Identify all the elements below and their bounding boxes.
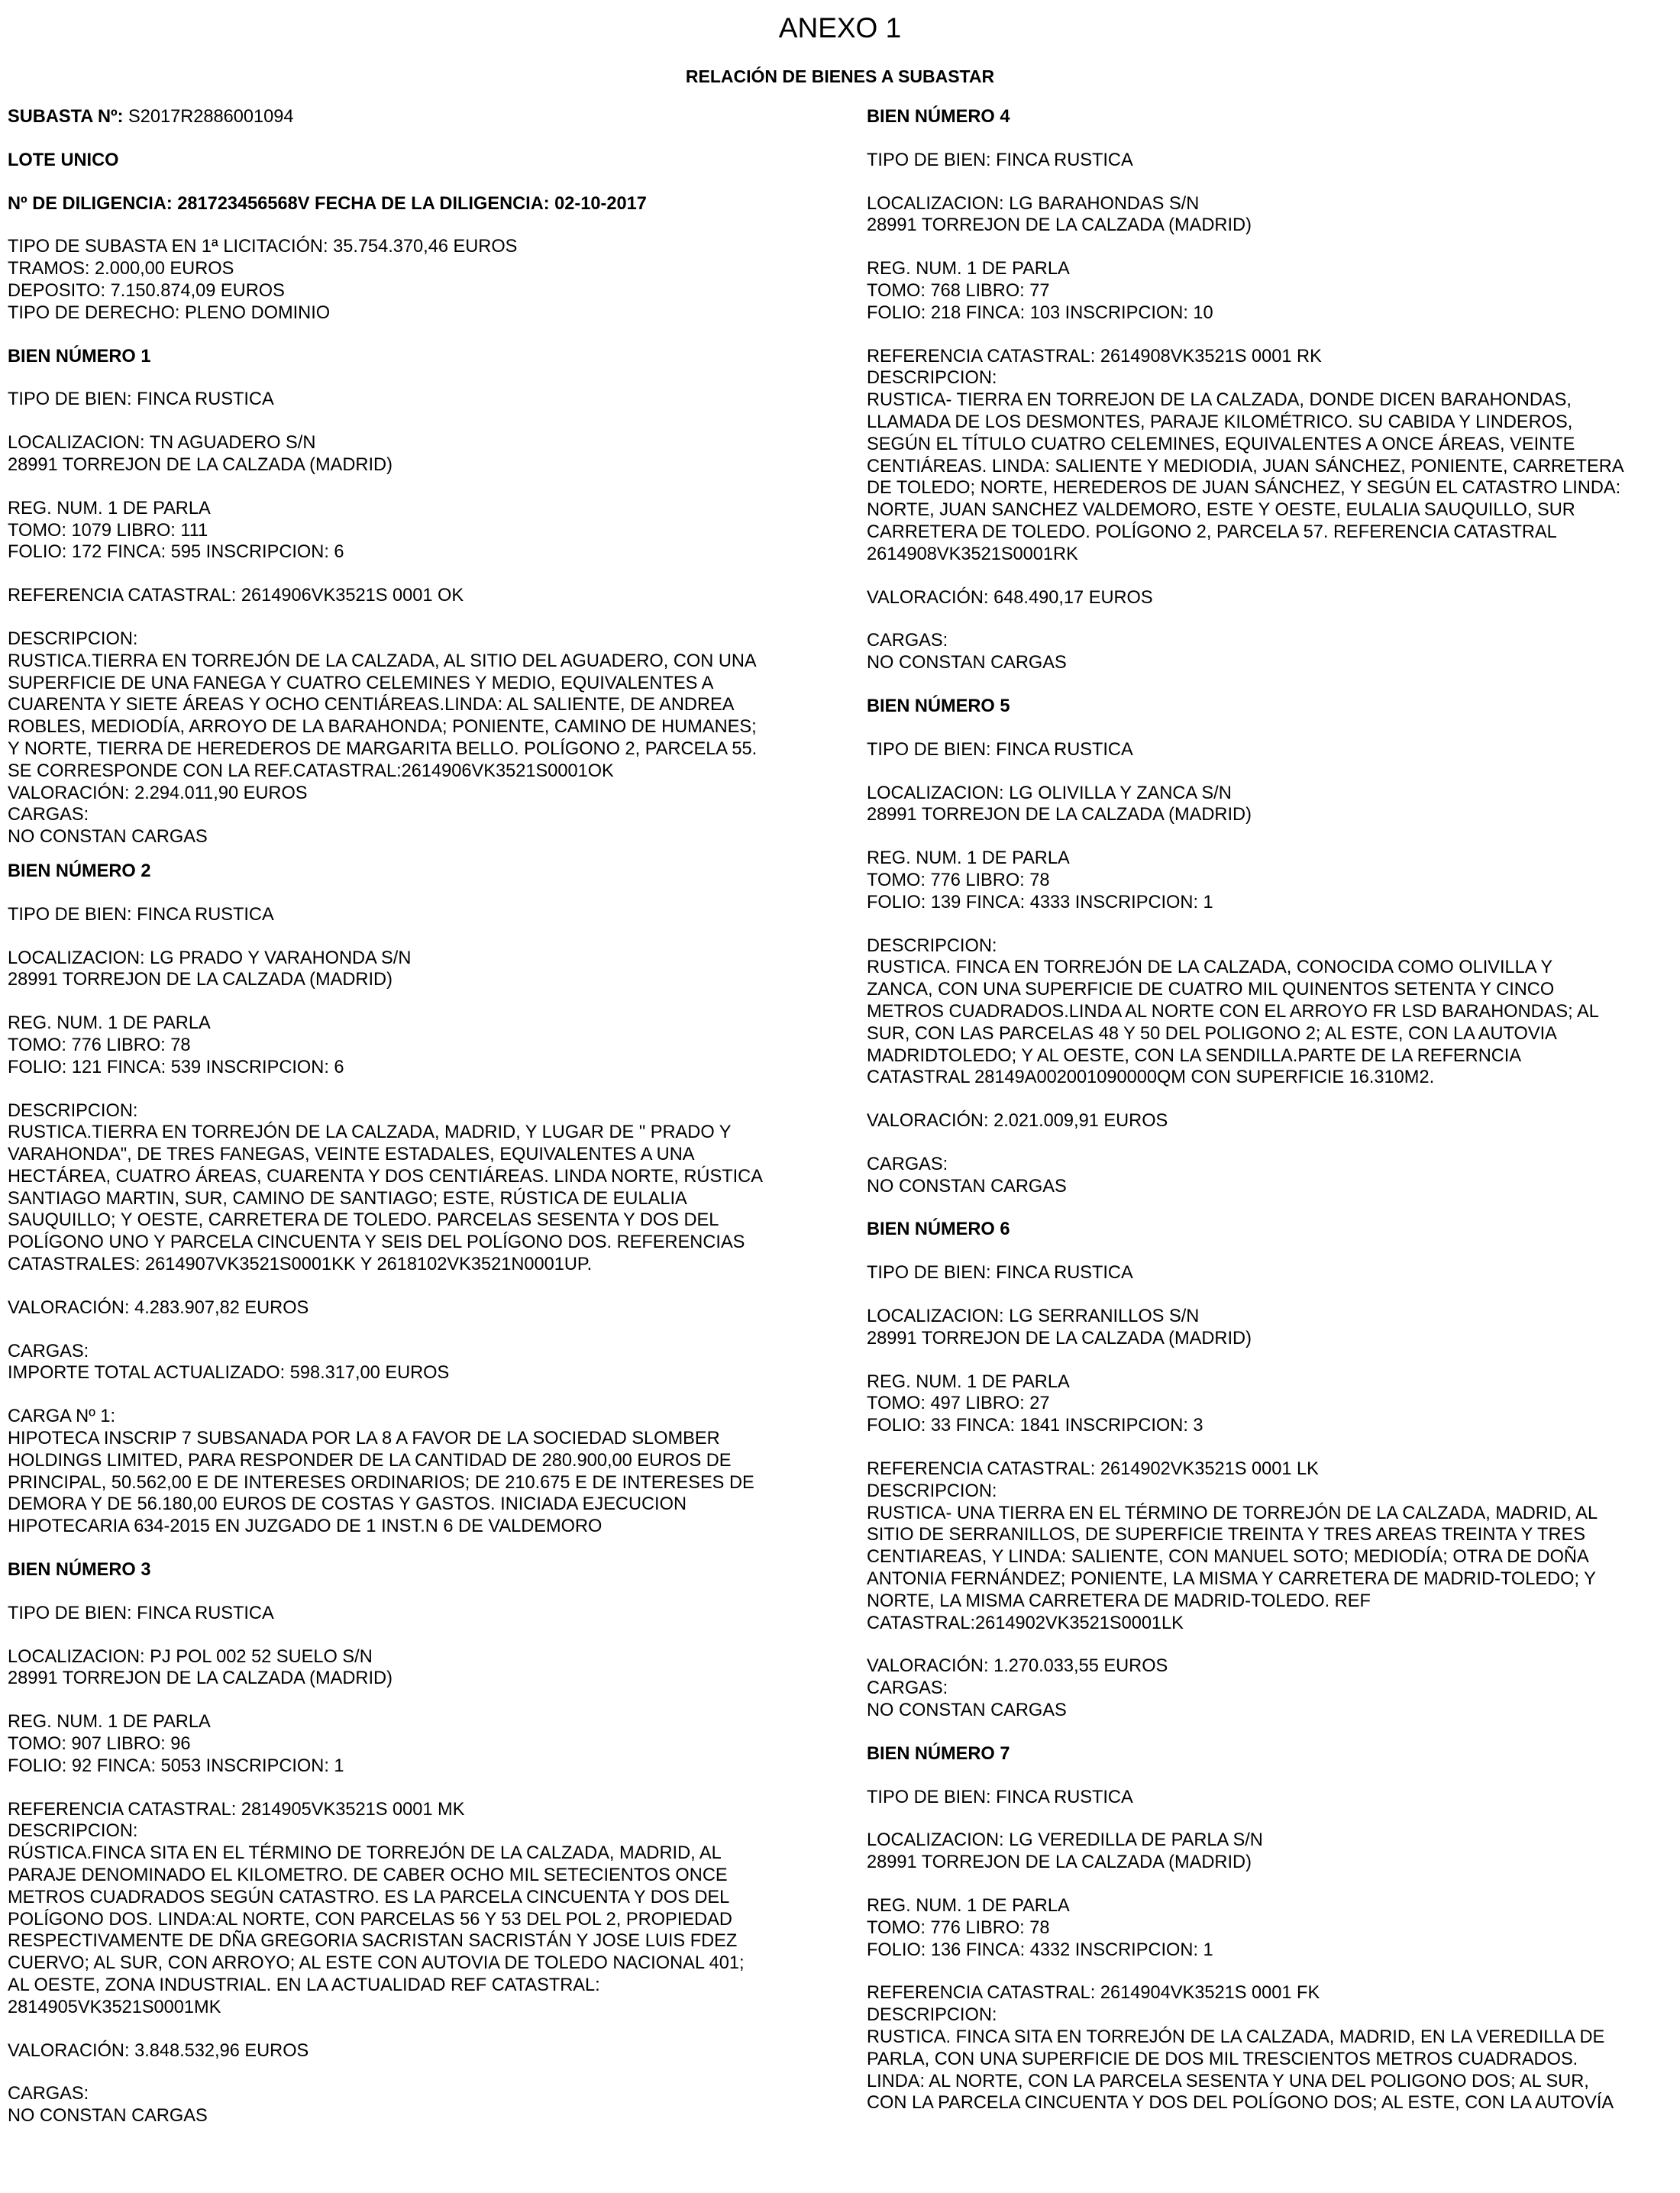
section-heading-bien-numero-7: BIEN NÚMERO 7 bbox=[867, 1743, 1010, 1764]
text-block-reg-num-1-de-parla: REG. NUM. 1 DE PARLA TOMO: 497 LIBRO: 27 FOLIO: 33 FINCA: 1841 INSCRIPCION: 3 bbox=[867, 1371, 1203, 1436]
text-block-referencia-catastral-2614902vk3521s-0001: REFERENCIA CATASTRAL: 2614902VK3521S 0001 LK DESCRIPCION: RUSTICA- UNA TIERRA EN EL TÉRMINO DE TORREJÓN DE LA CALZADA, MADRID, AL SITIO DE SERRANILLOS, DE SUPERFICIE TREINTA Y TRES AREAS TREINTA Y TRES CENTIAREAS, Y LINDA: SALIENTE, CON MANUEL SOTO; MEDIODÍA; OTRA DE DOÑA ANTONIA FERNÁNDEZ; PONIENTE, LA MISMA Y CARRETERA DE MADRID-TOLEDO; Y NORTE, LA MISMA CARRETERA DE MADRID-TOLEDO. REF CATASTRAL:2614902VK3521S0001LK bbox=[867, 1459, 1598, 1633]
text-block-localizacion-pj-pol-002-52-suelo-s-n: LOCALIZACION: PJ POL 002 52 SUELO S/N 28991 TORREJON DE LA CALZADA (MADRID) bbox=[8, 1646, 393, 1689]
text-block-tipo-de-bien-finca-rustica: TIPO DE BIEN: FINCA RUSTICA bbox=[867, 150, 1133, 170]
right-column bbox=[867, 106, 1676, 2114]
section-heading-bien-numero-3: BIEN NÚMERO 3 bbox=[8, 1560, 151, 1581]
text-block-localizacion-tn-aguadero-s-n: LOCALIZACION: TN AGUADERO S/N 28991 TORREJON DE LA CALZADA (MADRID) bbox=[8, 433, 393, 475]
text-block-tipo-de-subasta-en-1-licitacion-35-754-3: TIPO DE SUBASTA EN 1ª LICITACIÓN: 35.754.370,46 EUROS TRAMOS: 2.000,00 EUROS DEPOSITO: 7.150.874,09 EUROS TIPO DE DERECHO: PLENO DOMINIO bbox=[8, 237, 518, 323]
text-block-cargas: CARGAS: NO CONSTAN CARGAS bbox=[867, 631, 1067, 673]
text-block-tipo-de-bien-finca-rustica: TIPO DE BIEN: FINCA RUSTICA bbox=[8, 904, 274, 925]
text-block-reg-num-1-de-parla: REG. NUM. 1 DE PARLA TOMO: 1079 LIBRO: 111 FOLIO: 172 FINCA: 595 INSCRIPCION: 6 bbox=[8, 498, 344, 563]
section-heading-bien-numero-1: BIEN NÚMERO 1 bbox=[8, 346, 151, 367]
section-heading-bien-numero-6: BIEN NÚMERO 6 bbox=[867, 1219, 1010, 1240]
text-block-reg-num-1-de-parla: REG. NUM. 1 DE PARLA TOMO: 776 LIBRO: 78 FOLIO: 136 FINCA: 4332 INSCRIPCION: 1 bbox=[867, 1896, 1213, 1960]
text-block-referencia-catastral-2614904vk3521s-0001: REFERENCIA CATASTRAL: 2614904VK3521S 0001 FK DESCRIPCION: RUSTICA. FINCA SITA EN TORREJÓN DE LA CALZADA, MADRID, EN LA VEREDILLA DE PARLA, CON UNA SUPERFICIE DE DOS MIL TRESCIENTOS METROS CUADRADOS. LINDA: AL NORTE, CON LA PARCELA SESENTA Y UNA DEL POLIGONO DOS; AL SUR, CON LA PARCELA CINCUENTA Y DOS DEL POLÍGONO DOS; AL ESTE, CON LA AUTOVÍA bbox=[867, 1983, 1614, 2114]
text-block-tipo-de-bien-finca-rustica: TIPO DE BIEN: FINCA RUSTICA bbox=[867, 1787, 1133, 1807]
text-block-carga-n-1: CARGA Nº 1: HIPOTECA INSCRIP 7 SUBSANADA POR LA 8 A FAVOR DE LA SOCIEDAD SLOMBER HOLDINGS LIMITED, PARA RESPONDER DE LA CANTIDAD DE 280.900,00 EUROS DE PRINCIPAL, 50.562,00 E DE INTERESES ORDINARIOS; DE 210.675 E DE INTERESES DE DEMORA Y DE 56.180,00 EUROS DE COSTAS Y GASTOS. INICIADA EJECUCION HIPOTECARIA 634-2015 EN JUZGADO DE 1 INST.N 6 DE VALDEMORO bbox=[8, 1407, 754, 1537]
text-block-cargas: CARGAS: IMPORTE TOTAL ACTUALIZADO: 598.317,00 EUROS bbox=[8, 1341, 450, 1384]
text-block-localizacion-lg-prado-y-varahonda-s-n: LOCALIZACION: LG PRADO Y VARAHONDA S/N 28991 TORREJON DE LA CALZADA (MADRID) bbox=[8, 948, 412, 990]
text-block-localizacion-lg-serranillos-s-n: LOCALIZACION: LG SERRANILLOS S/N 28991 TORREJON DE LA CALZADA (MADRID) bbox=[867, 1306, 1252, 1348]
document-subtitle: RELACIÓN DE BIENES A SUBASTAR bbox=[685, 66, 995, 86]
text-block-tipo-de-bien-finca-rustica: TIPO DE BIEN: FINCA RUSTICA bbox=[867, 1263, 1133, 1284]
section-heading-bien-numero-4: BIEN NÚMERO 4 bbox=[867, 107, 1010, 127]
text-block-tipo-de-bien-finca-rustica: TIPO DE BIEN: FINCA RUSTICA bbox=[8, 1603, 274, 1623]
left-column bbox=[8, 106, 840, 2127]
text-block-valoracion-648-490-17-euros: VALORACIÓN: 648.490,17 EUROS bbox=[867, 587, 1153, 608]
text-block-cargas: CARGAS: NO CONSTAN CARGAS bbox=[8, 2084, 208, 2127]
text-block-descripcion: DESCRIPCION: RUSTICA.TIERRA EN TORREJÓN DE LA CALZADA, AL SITIO DEL AGUADERO, CON UNA SUPERFICIE DE UNA FANEGA Y CUATRO CELEMINES Y MEDIO, EQUIVALENTES A CUARENTA Y SIETE ÁREAS Y OCHO CENTIÁREAS.LINDA: AL SALIENTE, DE ANDREA ROBLES, MEDIODÍA, ARROYO DE LA BARAHONDA; PONIENTE, CAMINO DE HUMANES; Y NORTE, TIERRA DE HEREDEROS DE MARGARITA BELLO. POLÍGONO 2, PARCELA 55. SE CORRESPONDE CON LA REF.CATASTRAL:2614906VK3521S0001OK VALORACIÓN: 2.294.011,90 EUROS CARGAS: NO CONSTAN CARGAS bbox=[8, 628, 758, 848]
text-block-descripcion: DESCRIPCION: RUSTICA. FINCA EN TORREJÓN DE LA CALZADA, CONOCIDA COMO OLIVILLA Y ZANCA, CON UNA SUPERFICIE DE CUATRO MIL QUINENTOS SETENTA Y CINCO METROS CUADRADOS.LINDA AL NORTE CON EL ARROYO FR LSD BARAHONDAS; AL SUR, CON LAS PARCELAS 48 Y 50 DEL POLIGONO 2; AL ESTE, CON LA AUTOVIA MADRIDTOLEDO; Y AL OESTE, CON LA SENDILLA.PARTE DE LA REFERNCIA CATASTRAL 28149A002001090000QM CON SUPERFICIE 16.310M2. bbox=[867, 935, 1599, 1088]
text-block-valoracion-2-021-009-91-euros: VALORACIÓN: 2.021.009,91 EUROS bbox=[867, 1111, 1168, 1132]
field-subasta-n bbox=[8, 106, 840, 128]
text-block-tipo-de-bien-finca-rustica: TIPO DE BIEN: FINCA RUSTICA bbox=[8, 389, 274, 410]
section-heading-bien-numero-2: BIEN NÚMERO 2 bbox=[8, 861, 151, 881]
text-block-referencia-catastral-2814905vk3521s-0001: REFERENCIA CATASTRAL: 2814905VK3521S 0001 MK DESCRIPCION: RÚSTICA.FINCA SITA EN EL TÉRMINO DE TORREJÓN DE LA CALZADA, MADRID, AL PARAJE DENOMINADO EL KILOMETRO. DE CABER OCHO MIL SETECIENTOS ONCE METROS CUADRADOS SEGÚN CATASTRO. ES LA PARCELA CINCUENTA Y DOS DEL POLÍGONO DOS. LINDA:AL NORTE, CON PARCELAS 56 Y 53 DEL POL 2, PROPIEDAD RESPECTIVAMENTE DE DÑA GREGORIA SACRISTAN SACRISTÁN Y JOSE LUIS FDEZ CUERVO; AL SUR, CON ARROYO; AL ESTE CON AUTOVIA DE TOLEDO NACIONAL 401; AL OESTE, ZONA INDUSTRIAL. EN LA ACTUALIDAD REF CATASTRAL: 2814905VK3521S0001MK bbox=[8, 1799, 745, 2017]
text-block-localizacion-lg-olivilla-y-zanca-s-n: LOCALIZACION: LG OLIVILLA Y ZANCA S/N 28991 TORREJON DE LA CALZADA (MADRID) bbox=[867, 783, 1252, 825]
section-heading-lote-unico: LOTE UNICO bbox=[8, 150, 119, 170]
document-title: ANEXO 1 bbox=[778, 12, 902, 44]
field-value: S2017R2886001094 bbox=[128, 107, 294, 127]
text-block-localizacion-lg-barahondas-s-n: LOCALIZACION: LG BARAHONDAS S/N 28991 TORREJON DE LA CALZADA (MADRID) bbox=[867, 193, 1252, 236]
section-heading-bien-numero-5: BIEN NÚMERO 5 bbox=[867, 696, 1010, 716]
text-block-referencia-catastral-2614906vk3521s-0001: REFERENCIA CATASTRAL: 2614906VK3521S 0001 OK bbox=[8, 586, 464, 606]
text-block-reg-num-1-de-parla: REG. NUM. 1 DE PARLA TOMO: 768 LIBRO: 77 FOLIO: 218 FINCA: 103 INSCRIPCION: 10 bbox=[867, 259, 1213, 323]
text-block-valoracion-3-848-532-96-euros: VALORACIÓN: 3.848.532,96 EUROS bbox=[8, 2040, 309, 2061]
text-block-reg-num-1-de-parla: REG. NUM. 1 DE PARLA TOMO: 776 LIBRO: 78 FOLIO: 121 FINCA: 539 INSCRIPCION: 6 bbox=[8, 1013, 344, 1077]
text-block-valoracion-1-270-033-55-euros: VALORACIÓN: 1.270.033,55 EUROS CARGAS: NO CONSTAN CARGAS bbox=[867, 1656, 1168, 1721]
text-block-localizacion-lg-veredilla-de-parla-s-n: LOCALIZACION: LG VEREDILLA DE PARLA S/N 28991 TORREJON DE LA CALZADA (MADRID) bbox=[867, 1830, 1263, 1873]
text-block-reg-num-1-de-parla: REG. NUM. 1 DE PARLA TOMO: 907 LIBRO: 96 FOLIO: 92 FINCA: 5053 INSCRIPCION: 1 bbox=[8, 1712, 344, 1776]
text-block-reg-num-1-de-parla: REG. NUM. 1 DE PARLA TOMO: 776 LIBRO: 78 FOLIO: 139 FINCA: 4333 INSCRIPCION: 1 bbox=[867, 848, 1213, 912]
text-block-tipo-de-bien-finca-rustica: TIPO DE BIEN: FINCA RUSTICA bbox=[867, 739, 1133, 760]
field-label: SUBASTA Nº: bbox=[8, 107, 124, 127]
text-block-cargas: CARGAS: NO CONSTAN CARGAS bbox=[867, 1154, 1067, 1197]
section-heading-n-de-diligencia-281723456568v-fecha-de-l: Nº DE DILIGENCIA: 281723456568V FECHA DE LA DILIGENCIA: 02-10-2017 bbox=[8, 193, 647, 214]
text-block-valoracion-4-283-907-82-euros: VALORACIÓN: 4.283.907,82 EUROS bbox=[8, 1297, 309, 1318]
text-block-descripcion: DESCRIPCION: RUSTICA.TIERRA EN TORREJÓN DE LA CALZADA, MADRID, Y LUGAR DE " PRADO Y VARAHONDA", DE TRES FANEGAS, VEINTE ESTADALES, EQUIVALENTES A UNA HECTÁREA, CUATRO ÁREAS, CUARENTA Y DOS CENTIÁREAS. LINDA NORTE, RÚSTICA SANTIAGO MARTIN, SUR, CAMINO DE SANTIAGO; ESTE, RÚSTICA DE EULALIA SAUQUILLO; Y OESTE, CARRETERA DE TOLEDO. PARCELAS SESENTA Y DOS DEL POLÍGONO UNO Y PARCELA CINCUENTA Y SEIS DEL POLÍGONO DOS. REFERENCIAS CATASTRALES: 2614907VK3521S0001KK Y 2618102VK3521N0001UP. bbox=[8, 1100, 763, 1275]
text-block-referencia-catastral-2614908vk3521s-0001: REFERENCIA CATASTRAL: 2614908VK3521S 0001 RK DESCRIPCION: RUSTICA- TIERRA EN TORREJON DE LA CALZADA, DONDE DICEN BARAHONDAS, LLAMADA DE LOS DESMONTES, PARAJE KILOMÉTRICO. SU CABIDA Y LINDEROS, SEGÚN EL TÍTULO CUATRO CELEMINES, EQUIVALENTES A ONCE ÁREAS, VEINTE CENTIÁREAS. LINDA: SALIENTE Y MEDIODIA, JUAN SÁNCHEZ, PONIENTE, CARRETERA DE TOLEDO; NORTE, HEREDEROS DE JUAN SÁNCHEZ, Y SEGÚN EL CATASTRO LINDA: NORTE, JUAN SANCHEZ VALDEMORO, ESTE Y OESTE, EULALIA SAUQUILLO, SUR CARRETERA DE TOLEDO. POLÍGONO 2, PARCELA 57. REFERENCIA CATASTRAL 2614908VK3521S0001RK bbox=[867, 346, 1624, 564]
